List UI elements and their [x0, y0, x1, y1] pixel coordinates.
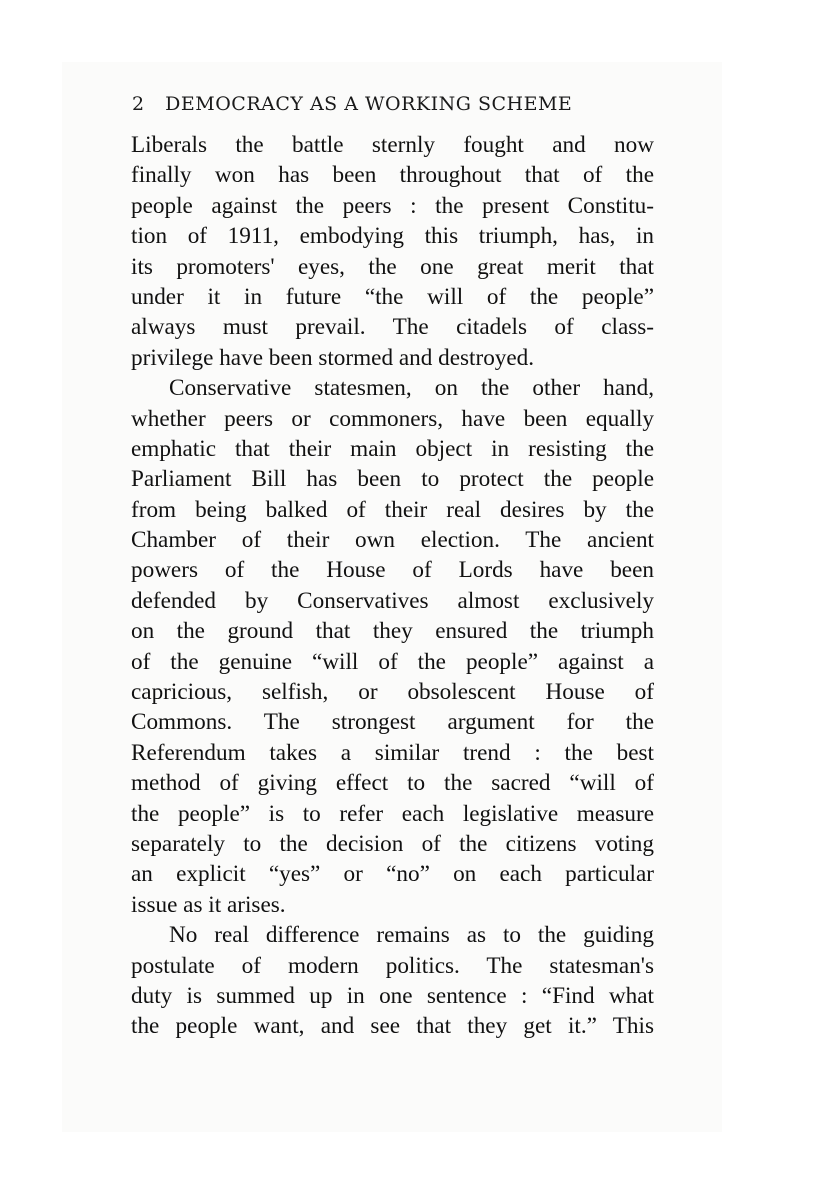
text-line: separately to the decision of the citizens voting: [131, 830, 654, 857]
running-title: DEMOCRACY AS A WORKING SCHEME: [165, 93, 573, 115]
page-number: 2: [132, 93, 145, 115]
paragraph: [131, 373, 654, 920]
text-line: whether peers or commoners, have been equally: [131, 405, 654, 432]
text-line: of the genuine “will of the people” against a: [131, 648, 654, 675]
text-line: under it in future “the will of the people”: [131, 283, 654, 310]
text-line: on the ground that they ensured the triumph: [131, 618, 654, 645]
text-line: the people want, and see that they get it.” This: [131, 1013, 654, 1040]
text-line: privilege have been stormed and destroyed.: [131, 344, 535, 371]
text-line: people against the peers : the present Constitu-: [131, 192, 654, 219]
text-line: Conservative statesmen, on the other hand,: [169, 375, 654, 402]
text-line: the people” is to refer each legislative measure: [131, 800, 654, 827]
text-line: emphatic that their main object in resisting the: [131, 435, 654, 462]
text-line: finally won has been throughout that of the: [131, 162, 654, 189]
text-line: Referendum takes a similar trend : the best: [131, 739, 654, 766]
text-line: an explicit “yes” or “no” on each particular: [131, 861, 654, 888]
running-header: [132, 93, 662, 123]
text-line: postulate of modern politics. The statesman's: [131, 952, 654, 979]
text-line: defended by Conservatives almost exclusively: [131, 587, 654, 614]
text-line: method of giving effect to the sacred “will of: [131, 770, 654, 797]
text-line: its promoters' eyes, the one great merit that: [131, 253, 654, 280]
text-line: always must prevail. The citadels of class-: [131, 314, 654, 341]
text-line: tion of 1911, embodying this triumph, has, in: [131, 223, 654, 250]
text-line: from being balked of their real desires by the: [131, 496, 654, 523]
text-line: powers of the House of Lords have been: [131, 557, 654, 584]
text-line: capricious, selfish, or obsolescent House of: [131, 679, 654, 706]
text-line: issue as it arises.: [131, 891, 286, 918]
text-line: No real difference remains as to the guiding: [169, 922, 654, 949]
paragraph: [131, 920, 654, 1042]
text-line: Chamber of their own election. The ancient: [131, 527, 654, 554]
text-line: Commons. The strongest argument for the: [131, 709, 654, 736]
text-line: Parliament Bill has been to protect the people: [131, 466, 654, 493]
text-line: Liberals the battle sternly fought and now: [131, 132, 654, 158]
text-line: duty is summed up in one sentence : “Find what: [131, 982, 654, 1009]
body-text: [131, 130, 654, 1042]
paragraph: [131, 130, 654, 373]
